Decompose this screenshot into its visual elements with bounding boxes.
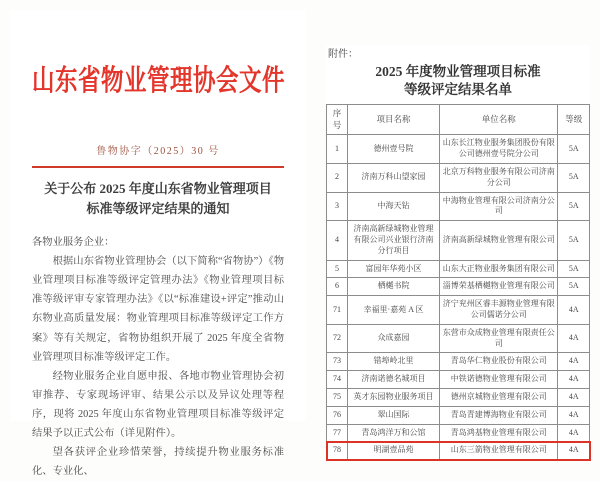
grade-cell: 4A — [558, 442, 590, 460]
grade-cell: 4A — [558, 406, 590, 424]
row-number-cell: 1 — [327, 135, 348, 164]
attachment-label: 附件： — [328, 49, 358, 60]
company-name-cell: 青岛鸿基物业管理有限公司 — [440, 424, 558, 442]
grade-cell: 4A — [558, 296, 590, 325]
notice-title-line1: 关于公布 2025 年度山东省物业管理项目 — [44, 181, 272, 196]
column-header-no: 序号 — [327, 105, 348, 135]
company-name-cell: 北京万科物业服务有限公司济南分公司 — [440, 163, 558, 192]
grade-cell: 4A — [558, 324, 590, 353]
grade-cell: 4A — [558, 353, 590, 371]
project-name-cell: 济南万科山望家园 — [348, 163, 440, 192]
red-divider-rule — [32, 166, 284, 168]
row-number-cell: 73 — [327, 353, 348, 371]
table-row — [327, 221, 590, 260]
project-name-cell: 明湖壹品苑 — [348, 442, 440, 460]
company-name-cell: 德州京城物业管理有限公司 — [440, 388, 558, 406]
company-name-cell: 青岛华仁物业股份有限公司 — [440, 353, 558, 371]
grade-cell: 5A — [558, 221, 590, 260]
table-row — [327, 424, 590, 442]
row-number-cell: 75 — [327, 388, 348, 406]
project-name-cell: 幸福里·嘉苑 A 区 — [348, 296, 440, 325]
result-table-title-line1: 2025 年度物业管理项目标准 — [375, 64, 541, 79]
project-name-cell: 栖樾书院 — [348, 278, 440, 296]
project-name-cell: 德州壹号院 — [348, 135, 440, 164]
company-name-cell: 济南高新绿城物业管理有限公司 — [440, 221, 558, 260]
table-row — [327, 163, 590, 192]
result-table-title-line2: 等级评定结果名单 — [404, 82, 512, 98]
table-row — [327, 135, 590, 164]
company-name-cell: 中铁诺德物业管理有限公司 — [440, 371, 558, 389]
attachment-page — [326, 45, 590, 460]
company-name-cell: 东营市众成物业管理有限责任公司 — [440, 324, 558, 353]
company-name-cell: 济宁兖州区睿丰源物业管理有限公司儒诺分公司 — [440, 296, 558, 325]
notice-title-line2: 标准等级评定结果的通知 — [86, 201, 230, 217]
body-paragraph: 经物业服务企业自愿申报、各地市物业管理协会初审推荐、专家现场评审、结果公示以及异议处理等程序，现将 2025 年度山东省物业管理项目标准等级评定结果予以正式公布（详见附件）。 — [32, 370, 284, 439]
notice-page — [10, 10, 306, 477]
company-name-cell: 山东长江物业服务集团股份有限公司德州壹号院分公司 — [440, 135, 558, 164]
table-header-row — [327, 105, 590, 135]
notice-title — [32, 179, 284, 219]
project-name-cell: 富园年华苑小区 — [348, 260, 440, 278]
evaluation-result-table — [326, 104, 590, 460]
project-name-cell: 众成嘉园 — [348, 324, 440, 353]
row-number-cell: 71 — [327, 296, 348, 325]
body-paragraphs — [32, 252, 284, 481]
grade-cell: 5A — [558, 278, 590, 296]
table-row — [327, 324, 590, 353]
project-name-cell: 中海天钻 — [348, 192, 440, 221]
notice-page-content — [10, 58, 306, 481]
association-masthead: 山东省物业管理协会文件 — [32, 64, 286, 97]
table-row — [327, 353, 590, 371]
grade-cell: 4A — [558, 371, 590, 389]
row-number-cell: 3 — [327, 192, 348, 221]
table-row — [327, 442, 590, 460]
project-name-cell: 英才东园物业服务项目 — [348, 388, 440, 406]
table-row — [327, 406, 590, 424]
company-name-cell: 淄博荣基栖樾物业管理有限公司 — [440, 278, 558, 296]
notice-body — [32, 233, 284, 481]
row-number-cell: 6 — [327, 278, 348, 296]
grade-cell: 5A — [558, 163, 590, 192]
row-number-cell: 2 — [327, 163, 348, 192]
row-number-cell: 4 — [327, 221, 348, 260]
body-paragraph: 根据山东省物业管理协会（以下简称“省物协”）《物业管理项目标准等级评定管理办法》《物业管理项目标准等级评审专家管理办法》《以“标准建设+评定”推动山东物业高质量发展：物业管理项目标准等级评定工作方案》等有关规定，省物协组织开展了 2025 年度全省物业管理项目标准等级评定工作。 — [32, 256, 284, 363]
table-row — [327, 278, 590, 296]
table-row — [327, 192, 590, 221]
table-row — [327, 371, 590, 389]
body-paragraph: 望各获评企业珍惜荣誉，持续提升物业服务标准化、专业化、 — [32, 446, 284, 477]
project-name-cell: 济南高新绿城物业管理有限公司兴业银行济南分行项目 — [348, 221, 440, 260]
column-header-grade: 等级 — [558, 105, 590, 135]
row-number-cell: 76 — [327, 406, 348, 424]
project-name-cell: 错埠岭北里 — [348, 353, 440, 371]
result-table-title — [326, 63, 590, 99]
row-number-cell: 77 — [327, 424, 348, 442]
table-row — [327, 260, 590, 278]
document-number: 鲁物协字（2025）30 号 — [96, 146, 220, 157]
row-number-cell: 5 — [327, 260, 348, 278]
column-header-project: 项目名称 — [348, 105, 440, 135]
grade-cell: 4A — [558, 388, 590, 406]
row-number-cell: 78 — [327, 442, 348, 460]
table-row — [327, 296, 590, 325]
table-row — [327, 388, 590, 406]
project-name-cell: 青岛鸿洋万和公馆 — [348, 424, 440, 442]
company-name-cell: 青岛青建博海物业有限公司 — [440, 406, 558, 424]
project-name-cell: 济南诺德名城项目 — [348, 371, 440, 389]
row-number-cell: 74 — [327, 371, 348, 389]
row-number-cell: 72 — [327, 324, 348, 353]
grade-cell: 5A — [558, 192, 590, 221]
grade-cell: 4A — [558, 424, 590, 442]
company-name-cell: 山东三箭物业管理有限公司 — [440, 442, 558, 460]
grade-cell: 5A — [558, 135, 590, 164]
company-name-cell: 山东大正物业服务集团有限公司 — [440, 260, 558, 278]
salutation: 各物业服务企业： — [32, 237, 115, 249]
company-name-cell: 中海物业管理有限公司济南分公司 — [440, 192, 558, 221]
project-name-cell: 翠山国际 — [348, 406, 440, 424]
grade-cell: 5A — [558, 260, 590, 278]
column-header-company: 单位名称 — [440, 105, 558, 135]
